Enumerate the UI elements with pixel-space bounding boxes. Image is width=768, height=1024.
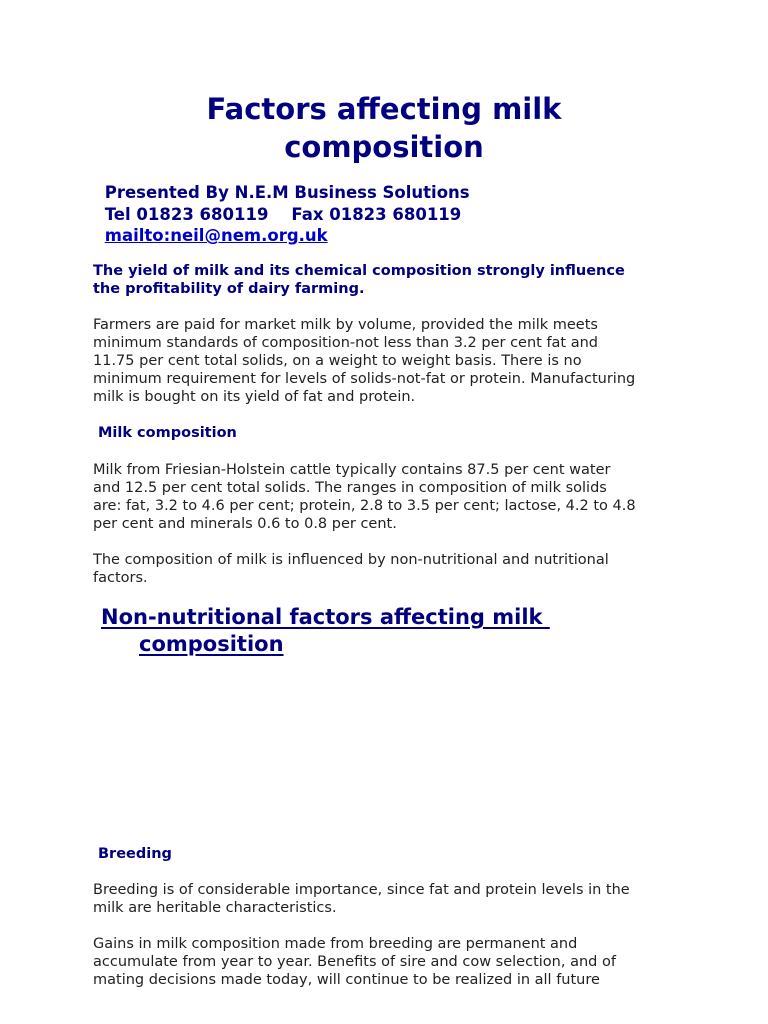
intro-paragraph: The yield of milk and its chemical composition strongly influence the profitability of dairy farming.: [93, 263, 625, 297]
presenter-block: [99, 182, 470, 247]
breeding-paragraph: Breeding is of considerable importance, since fat and protein levels in the milk are heritable characteristics.: [93, 882, 630, 916]
gains-paragraph: Gains in milk composition made from breeding are permanent and accumulate from year to year. Benefits of sire and cow selection, and of mating decisions made today, will continue to be realized in all future: [93, 936, 616, 988]
document-title: Factors affecting milk composition: [206, 92, 562, 164]
contact-line: Tel 01823 680119 Fax 01823 680119: [99, 204, 462, 224]
presenter-line: Presented By N.E.M Business Solutions: [99, 183, 470, 202]
market-milk-paragraph: Farmers are paid for market milk by volume, provided the milk meets minimum standards of composition-not less than 3.2 per cent fat and 11.75 per cent total solids, on a weight to weight basis. There is no minimum requirement for levels of solids-not-fat or protein. Manufacturing milk is bought on its yield of fat and protein.: [93, 317, 636, 405]
email-link[interactable]: mailto:neil@nem.org.uk: [104, 226, 328, 245]
breeding-subheading: Breeding: [98, 846, 172, 862]
non-nutritional-section-heading: [101, 604, 661, 658]
milk-composition-subheading: Milk composition: [98, 425, 237, 441]
friesian-paragraph: Milk from Friesian-Holstein cattle typically contains 87.5 per cent water and 12.5 per cent total solids. The ranges in composition of milk solids are: fat, 3.2 to 4.6 per cent; protein, 2.8 to 3.5 per cent; lactose, 4.2 to 4.8 per cent and minerals 0.6 to 0.8 per cent.: [93, 462, 636, 532]
section-heading-line-1: Non-nutritional factors affecting milk: [101, 605, 550, 629]
influence-paragraph: The composition of milk is influenced by non-nutritional and nutritional factors.: [93, 552, 609, 586]
section-heading-line-2: composition: [139, 632, 284, 656]
